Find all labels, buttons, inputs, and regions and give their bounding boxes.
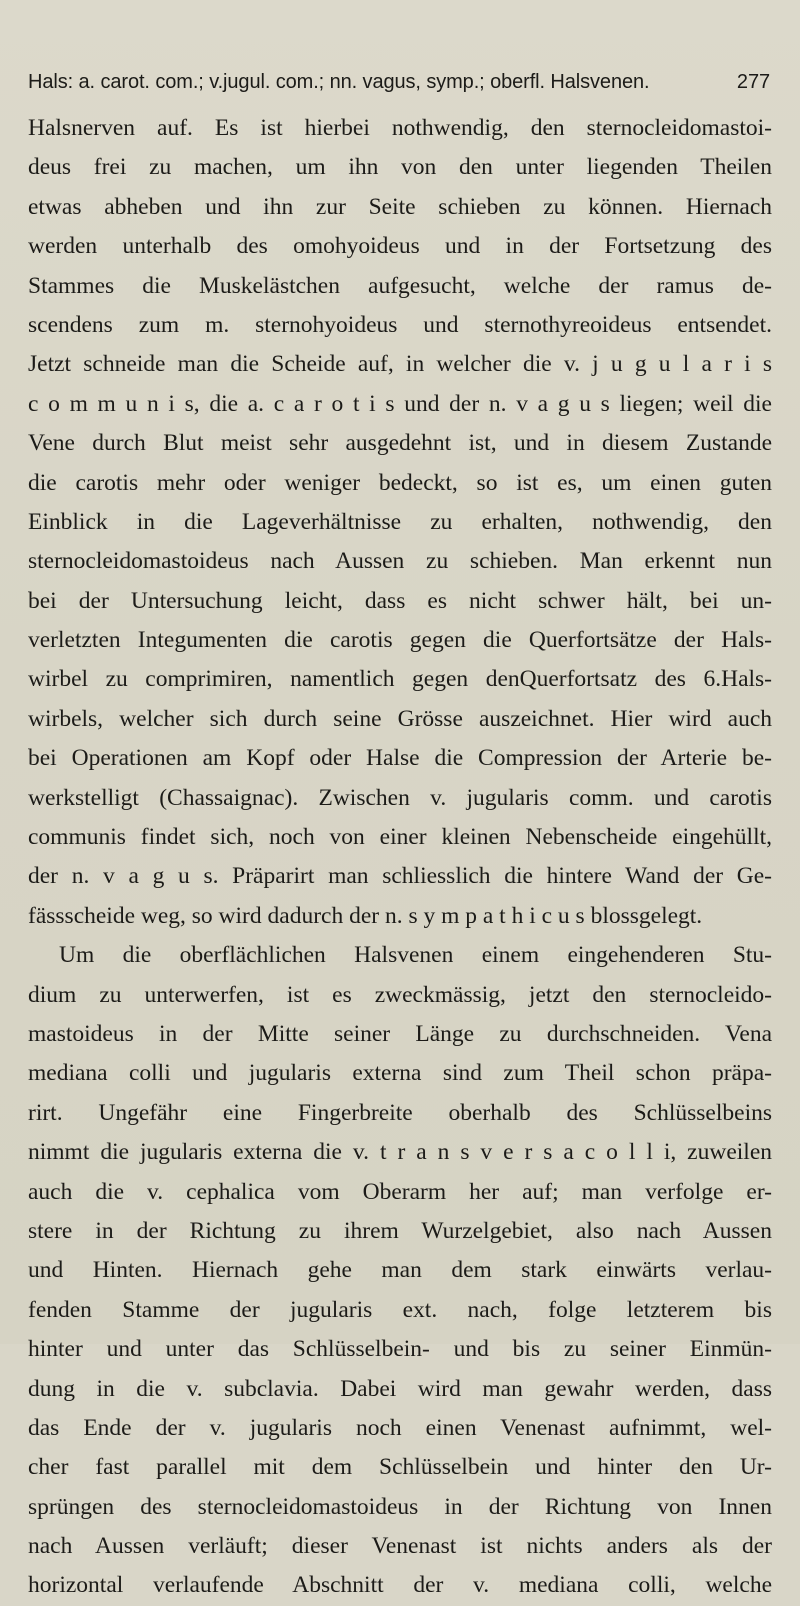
text-line: wirbel zu comprimiren, namentlich gegen denQuerfortsatz des 6.Hals-	[28, 666, 772, 693]
text-line: c o m m u n i s, die a. c a r o t i s und der n. v a g u s liegen; weil die	[28, 390, 772, 417]
text-line: der n. v a g u s. Präparirt man schliesslich die hintere Wand der Ge-	[28, 863, 772, 890]
text-line: Stammes die Muskelästchen aufgesucht, welche der ramus de-	[28, 272, 772, 299]
text-line: werden unterhalb des omohyoideus und in der Fortsetzung des	[28, 233, 772, 260]
text-line: fenden Stamme der jugularis ext. nach, folge letzterem bis	[28, 1296, 772, 1323]
running-title: Hals: a. carot. com.; v.jugul. com.; nn. vagus, symp.; oberfl. Halsvenen.	[28, 71, 650, 93]
text-line: verletzten Integumenten die carotis gegen die Querfortsätze der Hals-	[28, 627, 772, 654]
text-line: scendens zum m. sternohyoideus und sternothyreoideus entsendet.	[28, 311, 772, 338]
text-line: werkstelligt (Chassaignac). Zwischen v. jugularis comm. und carotis	[28, 784, 772, 811]
text-line: dium zu unterwerfen, ist es zweckmässig, jetzt den sternocleido-	[28, 981, 772, 1008]
text-line: horizontal verlaufende Abschnitt der v. mediana colli, welche	[28, 1572, 772, 1599]
text-line: wirbels, welcher sich durch seine Grösse auszeichnet. Hier wird auch	[28, 705, 772, 732]
text-line: nimmt die jugularis externa die v. t r a n s v e r s a c o l l i, zuweilen	[28, 1139, 772, 1166]
text-line: etwas abheben und ihn zur Seite schieben zu können. Hiernach	[28, 193, 772, 220]
text-line: Halsnerven auf. Es ist hierbei nothwendig, den sternocleidomastoi-	[28, 115, 772, 141]
text-line: mastoideus in der Mitte seiner Länge zu durchschneiden. Vena	[28, 1020, 772, 1047]
text-line: und Hinten. Hiernach gehe man dem stark einwärts verlau-	[28, 1257, 772, 1284]
text-line: mediana colli und jugularis externa sind zum Theil schon präpa-	[28, 1060, 772, 1087]
paragraph-start-line: Um die oberflächlichen Halsvenen einem eingehenderen Stu-	[59, 942, 772, 969]
text-line: dung in die v. subclavia. Dabei wird man gewahr werden, dass	[28, 1375, 772, 1402]
running-head	[28, 67, 770, 97]
text-line: deus frei zu machen, um ihn von den unter liegenden Theilen	[28, 154, 772, 181]
text-line: fässscheide weg, so wird dadurch der n. s y m p a t h i c u s blossgelegt.	[28, 902, 703, 929]
text-line: bei Operationen am Kopf oder Halse die Compression der Arterie be-	[28, 745, 772, 772]
page-number: 277	[736, 71, 770, 93]
text-line: rirt. Ungefähr eine Fingerbreite oberhalb des Schlüsselbeins	[28, 1099, 772, 1126]
text-line: communis findet sich, noch von einer kleinen Nebenscheide eingehüllt,	[28, 824, 772, 851]
text-line: sprüngen des sternocleidomastoideus in der Richtung von Innen	[28, 1493, 772, 1520]
text-line: cher fast parallel mit dem Schlüsselbein und hinter den Ur-	[28, 1454, 772, 1481]
text-line: die carotis mehr oder weniger bedeckt, so ist es, um einen guten	[28, 469, 772, 496]
text-line: Vene durch Blut meist sehr ausgedehnt ist, und in diesem Zustande	[28, 430, 772, 457]
text-line: auch die v. cephalica vom Oberarm her auf; man verfolge er-	[28, 1178, 772, 1205]
text-line: hinter und unter das Schlüsselbein- und bis zu seiner Einmün-	[28, 1336, 772, 1363]
text-line: Jetzt schneide man die Scheide auf, in welcher die v. j u g u l a r i s	[28, 351, 772, 378]
text-line: sternocleidomastoideus nach Aussen zu schieben. Man erkennt nun	[28, 548, 772, 575]
body-text	[28, 109, 772, 1606]
text-line: Einblick in die Lageverhältnisse zu erhalten, nothwendig, den	[28, 508, 772, 535]
text-line: nach Aussen verläuft; dieser Venenast ist nichts anders als der	[28, 1533, 772, 1560]
text-line: stere in der Richtung zu ihrem Wurzelgebiet, also nach Aussen	[28, 1217, 772, 1244]
text-line: bei der Untersuchung leicht, dass es nicht schwer hält, bei un-	[28, 587, 772, 614]
text-line: das Ende der v. jugularis noch einen Venenast aufnimmt, wel-	[28, 1414, 772, 1441]
